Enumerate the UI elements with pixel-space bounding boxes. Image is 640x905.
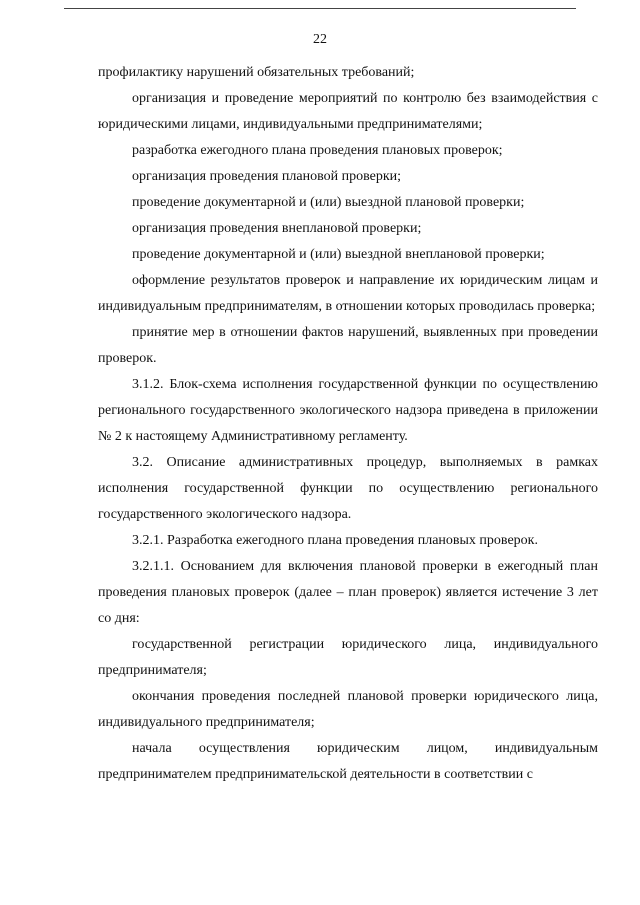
paragraph: принятие мер в отношении фактов нарушений, выявленных при проведении проверок. — [98, 325, 598, 366]
paragraph: разработка ежегодного плана проведения плановых проверок; — [132, 143, 503, 158]
paragraph: государственной регистрации юридического лица, индивидуального предпринимателя; — [98, 637, 598, 678]
paragraph: оформление результатов проверок и направление их юридическим лицам и индивидуальным предпринимателям, в отношении которых проводилась проверка; — [98, 273, 598, 314]
page-number: 22 — [313, 32, 327, 47]
paragraph: проведение документарной и (или) выездной плановой проверки; — [132, 195, 525, 210]
paragraph: начала осуществления юридическим лицом, индивидуальным предпринимателем предпринимательской деятельности в соответствии с — [98, 741, 598, 782]
paragraph: организация проведения внеплановой проверки; — [132, 221, 422, 236]
paragraph: 3.1.2. Блок-схема исполнения государственной функции по осуществлению регионального государственного экологического надзора приведена в приложении № 2 к настоящему Административному регламенту. — [98, 377, 598, 444]
paragraph: профилактику нарушений обязательных требований; — [98, 65, 415, 80]
paragraph: 3.2.1. Разработка ежегодного плана проведения плановых проверок. — [132, 533, 538, 548]
paragraph: проведение документарной и (или) выездной внеплановой проверки; — [132, 247, 545, 262]
paragraph: организация и проведение мероприятий по контролю без взаимодействия с юридическими лицами, индивидуальными предпринимателями; — [98, 91, 598, 132]
top-rule — [64, 8, 576, 9]
paragraph: 3.2.1.1. Основанием для включения плановой проверки в ежегодный план проведения плановых проверок (далее – план проверок) является истечение 3 лет со дня: — [98, 559, 598, 626]
paragraph: организация проведения плановой проверки; — [132, 169, 402, 184]
document-body — [98, 60, 598, 788]
paragraph: 3.2. Описание административных процедур, выполняемых в рамках исполнения государственной функции по осуществлению регионального государственного экологического надзора. — [98, 455, 598, 522]
paragraph: окончания проведения последней плановой проверки юридического лица, индивидуального предпринимателя; — [98, 689, 598, 730]
